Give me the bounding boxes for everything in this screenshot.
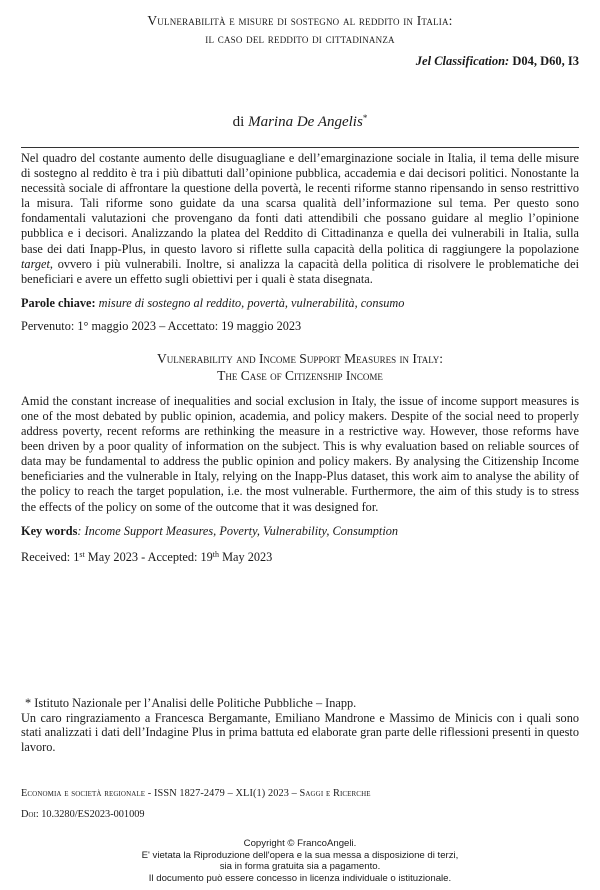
copyright-line-2: E' vietata la Riproduzione dell'opera e la sua messa a disposizione di terzi, — [141, 849, 459, 861]
dates-english — [21, 547, 579, 565]
copyright-line-3: sia in forma gratuita sia a pagamento. — [219, 861, 381, 873]
abstract-it-text: Nel quadro del costante aumento delle disuguagliane e dell’emarginazione sociale in Italia, il tema delle misure di sostegno al reddito è tra i più dibattuti dall’opinione pubblica, accademia e dai decisori politici. Nonostante la necessità sociale di affrontare la questione della povertà, le recenti riforme stanno ripensando in senso restrittivo la misura. Tali riforme sono guidate da una scarsa qualità dell’informazione sul tema. Per questo sono fondamentali valutazioni che provengano da fonti dati attendibili che possano guidare al meglio l’opinione pubblica e i decisori. Analizzando la platea del Reddito di Cittadinanza e quella dei vulnerabili in Italia, sulla base dei dati Inapp-Plus, in questo lavoro si riflette sulla capacità della politica di raggiungere la popolazione — [21, 151, 579, 256]
keywords-it-list: misure di sostegno al reddito, povertà, vulnerabilità, consumo — [95, 295, 405, 310]
doi-reference: Doi: 10.3280/ES2023-001009 — [21, 809, 145, 820]
abstract-it-italic: target — [21, 256, 50, 271]
abstract-divider — [21, 147, 579, 148]
keywords-english — [21, 524, 579, 539]
article-title-english — [21, 350, 579, 384]
accepted-sup: th — [212, 549, 220, 559]
copyright-notice — [21, 838, 579, 884]
keywords-it-label: Parole chiave: — [21, 295, 96, 310]
footnote-thanks: Un caro ringraziamento a Francesca Bergamante, Emiliano Mandrone e Massimo de Minicis con i quali sono stati analizzati i dati dell’Indagine Plus in prima battuta ed elaborate gran parte delle riflessioni presenti in questo lavoro. — [21, 710, 579, 754]
title-en-line-1: Vulnerability and Income Support Measures in Italy: — [156, 350, 444, 366]
title-it-line-2: il caso del reddito di cittadinanza — [205, 31, 395, 46]
author-footnote — [21, 696, 579, 754]
jel-classification — [21, 54, 579, 69]
received-sup: st — [79, 549, 85, 559]
author-footnote-mark: * — [362, 113, 368, 123]
abstract-it-end: , ovvero i più vulnerabili. Inoltre, si analizza la capacità della politica di risolvere le problematiche dei beneficiari e avere un effetto sugli obiettivi per i quali è stata disegnata. — [21, 256, 579, 286]
accepted-end: May 2023 — [219, 549, 273, 564]
title-en-line-2: The Case of Citizenship Income — [217, 367, 383, 383]
keywords-italian — [21, 296, 579, 311]
journal-reference: Economia e società regionale - ISSN 1827-2479 – XLI(1) 2023 – Saggi e Ricerche — [21, 788, 371, 799]
copyright-line-1: Copyright © FrancoAngeli. — [243, 838, 357, 849]
keywords-en-list: : Income Support Measures, Poverty, Vulnerability, Consumption — [77, 523, 399, 538]
jel-label: Jel Classification: — [415, 54, 510, 68]
article-title-italian — [21, 12, 579, 48]
title-it-line-1: Vulnerabilità e misure di sostegno al reddito in Italia: — [147, 13, 453, 28]
jel-codes: D04, D60, I3 — [509, 54, 579, 68]
keywords-en-label: Key words — [21, 523, 78, 538]
received-text: Received: 1 — [21, 549, 80, 564]
author-name: Marina De Angelis — [248, 114, 363, 130]
received-end: May 2023 - Accepted: 19 — [84, 549, 213, 564]
article-page — [21, 12, 579, 884]
abstract-english: Amid the constant increase of inequalities and social exclusion in Italy, the issue of income support measures is one of the most debated by public opinion, academia, and policy makers. Despite of the social need to properly address poverty, recent reforms are rethinking the measure in a restrictive way. However, those reforms have been driven by a poor quality of information on the subject. This is why evaluation based on reliable sources of data may be fundamental to address the public opinion and policy makers. By analysing the Citizenship Income beneficiaries and the vulnerable in Italy, relying on the Inapp-Plus dataset, this work aim to analyse the ability of the policy to reach the target population, i.e. the most vulnerable. Furthermore, the aim of this study is to stress the effects of the policy on some of the outcome that it was designed for. — [21, 393, 579, 514]
abstract-italian — [21, 151, 579, 287]
dates-italian: Pervenuto: 1° maggio 2023 – Accettato: 19 maggio 2023 — [21, 318, 302, 333]
footnote-affiliation: * Istituto Nazionale per l’Analisi delle Politiche Pubbliche – Inapp. — [25, 696, 357, 710]
author-line — [21, 113, 579, 131]
author-prefix: di — [232, 114, 249, 130]
copyright-line-4: Il documento può essere concesso in licenza individuale o istituzionale. — [148, 872, 452, 884]
